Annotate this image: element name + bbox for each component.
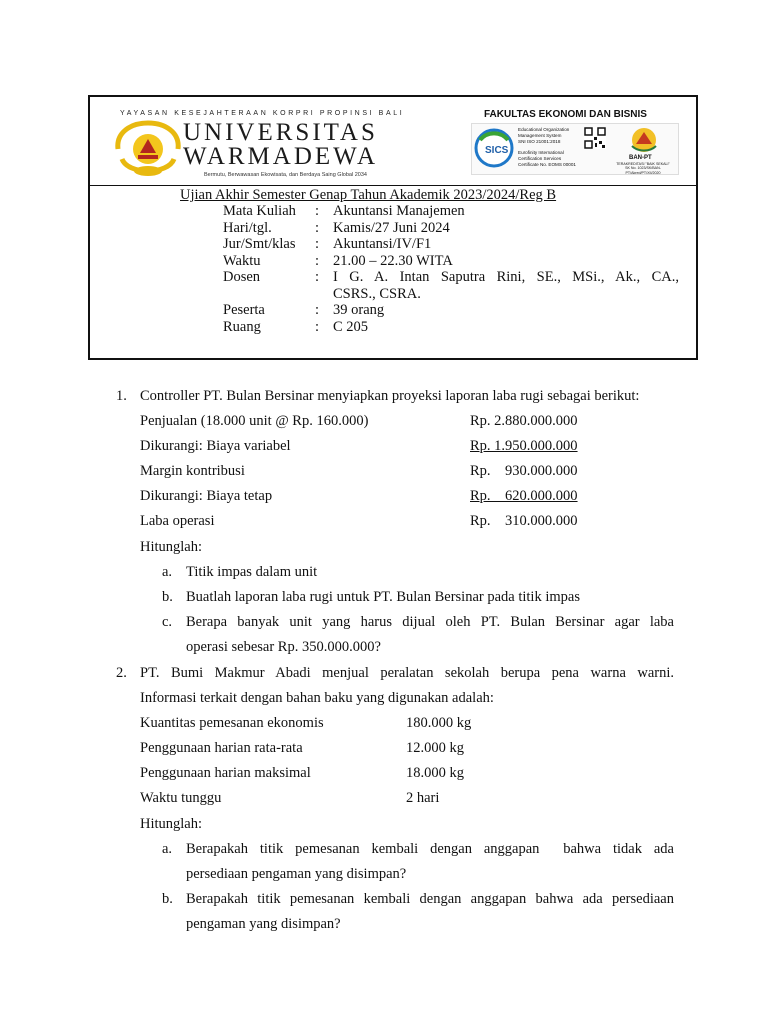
foundation-name: YAYASAN KESEJAHTERAAN KORPRI PROPINSI BALI — [120, 110, 405, 117]
exam-title: Ujian Akhir Semester Genap Tahun Akademik 2023/2024/Reg B — [180, 187, 557, 203]
question-1-number: 1. — [116, 388, 127, 404]
q2-item-label: Penggunaan harian rata-rata — [140, 740, 303, 756]
certification-panel — [471, 123, 679, 175]
ban-pt-logo-icon — [624, 126, 664, 156]
q1-item-value: Rp. 930.000.000 — [470, 463, 578, 479]
q1-sub-letter: c. — [162, 614, 173, 630]
q1-sub-text: Berapa banyak unit yang harus dijual oleh PT. Bulan Bersinar agar laba — [186, 614, 674, 630]
q1-item-label: Dikurangi: Biaya variabel — [140, 438, 291, 454]
q1-item-label: Laba operasi — [140, 513, 215, 529]
q1-sub-text: Buatlah laporan laba rugi untuk PT. Bulan Bersinar pada titik impas — [186, 589, 580, 605]
cert-details: Educational Organization Management System SNI ISO 21001:2018 Eurofinity International Certification Services Certificate No. EOMS 00001 — [518, 127, 576, 167]
q1-item-value: Rp. 620.000.000 — [470, 488, 578, 504]
university-name-line1: UNIVERSITAS — [183, 119, 378, 146]
q2-item-value: 180.000 kg — [406, 715, 472, 731]
qr-code-icon — [584, 127, 606, 149]
q2-item-value: 12.000 kg — [406, 740, 464, 756]
q2-item-value: 18.000 kg — [406, 765, 464, 781]
cert-logo-label: SICS — [485, 145, 509, 156]
q2-item-value: 2 hari — [406, 790, 440, 806]
q1-sub-letter: a. — [162, 564, 173, 580]
q1-hitunglah: Hitunglah: — [140, 539, 203, 555]
question-1-intro: Controller PT. Bulan Bersinar menyiapkan proyeksi laporan laba rugi sebagai berikut: — [140, 388, 640, 404]
ban-pt-label: BAN-PT — [629, 155, 652, 161]
university-logo-icon — [112, 119, 184, 179]
q1-sub-text-continued: operasi sebesar Rp. 350.000.000? — [186, 639, 381, 655]
faculty-name: FAKULTAS EKONOMI DAN BISNIS — [484, 109, 647, 120]
q2-item-label: Penggunaan harian maksimal — [140, 765, 311, 781]
sics-cert-logo-icon — [474, 126, 514, 170]
q2-sub-letter: b. — [162, 891, 173, 907]
university-tagline: Bermutu, Berwawasan Ekowisata, dan Berdaya Saing Global 2034 — [204, 172, 367, 178]
university-name-line2: WARMADEWA — [183, 143, 379, 170]
q1-item-label: Margin kontribusi — [140, 463, 245, 479]
question-2-number: 2. — [116, 665, 127, 681]
q2-item-label: Kuantitas pemesanan ekonomis — [140, 715, 324, 731]
q2-hitunglah: Hitunglah: — [140, 816, 203, 832]
question-2-intro: PT. Bumi Makmur Abadi menjual peralatan sekolah berupa pena warna warni. — [140, 665, 674, 681]
question-2-intro-continued: Informasi terkait dengan bahan baku yang digunakan adalah: — [140, 690, 494, 706]
ban-pt-details: TERAKREDITASI "BAIK SEKALI" SK No. 1023/SK/BAN-PT/Akred/PT/XII/2020 — [616, 162, 670, 175]
q1-item-value: Rp. 2.880.000.000 — [470, 413, 578, 429]
q1-item-value: Rp. 1.950.000.000 — [470, 438, 578, 454]
q1-sub-text: Titik impas dalam unit — [186, 564, 318, 580]
q2-sub-text: Berapakah titik pemesanan kembali dengan anggapan bahwa ada persediaan — [186, 891, 674, 907]
q1-item-label: Dikurangi: Biaya tetap — [140, 488, 273, 504]
q2-sub-text-continued: pengaman yang disimpan? — [186, 916, 341, 932]
q2-sub-letter: a. — [162, 841, 173, 857]
q2-sub-text: Berapakah titik pemesanan kembali dengan anggapan bahwa tidak ada — [186, 841, 674, 857]
q1-item-label: Penjualan (18.000 unit @ Rp. 160.000) — [140, 413, 369, 429]
header-divider — [90, 185, 696, 186]
q1-sub-letter: b. — [162, 589, 173, 605]
q1-item-value: Rp. 310.000.000 — [470, 513, 578, 529]
q2-sub-text-continued: persediaan pengaman yang disimpan? — [186, 866, 407, 882]
q2-item-label: Waktu tunggu — [140, 790, 222, 806]
exam-header: YAYASAN KESEJAHTERAAN KORPRI PROPINSI BALI UNIVERSITAS WARMADEWA Bermutu, Berwawasan Ekowisata, dan Berdaya Saing Global 2034 FAKULTAS EKONOMI DAN BISNIS SICS Educational Organization Management System SNI ISO 21001:2018 Eurofinity International Certification Services Certificate No. EOMS 00001 BAN-PT TERAKREDITASI "BAIK SEKALI" SK No. 1023/SK/BAN-PT/Akred/PT/XII/2020 Ujian Akhir Semester Genap Tahun Akademik 2023/2024/Reg B Mata Kuliah : Akuntansi Manajemen Hari/tgl. : Kamis/27 Juni 2024 Jur/Smt/klas : Akuntansi/IV/F1 Waktu : 21.00 – 22.30 WITA Dosen : I G. A. Intan Saputra Rini, SE., MSi., Ak., CA., CSRS., CSRA. Peserta : 39 orang Ruang : C 205 — [88, 95, 698, 360]
